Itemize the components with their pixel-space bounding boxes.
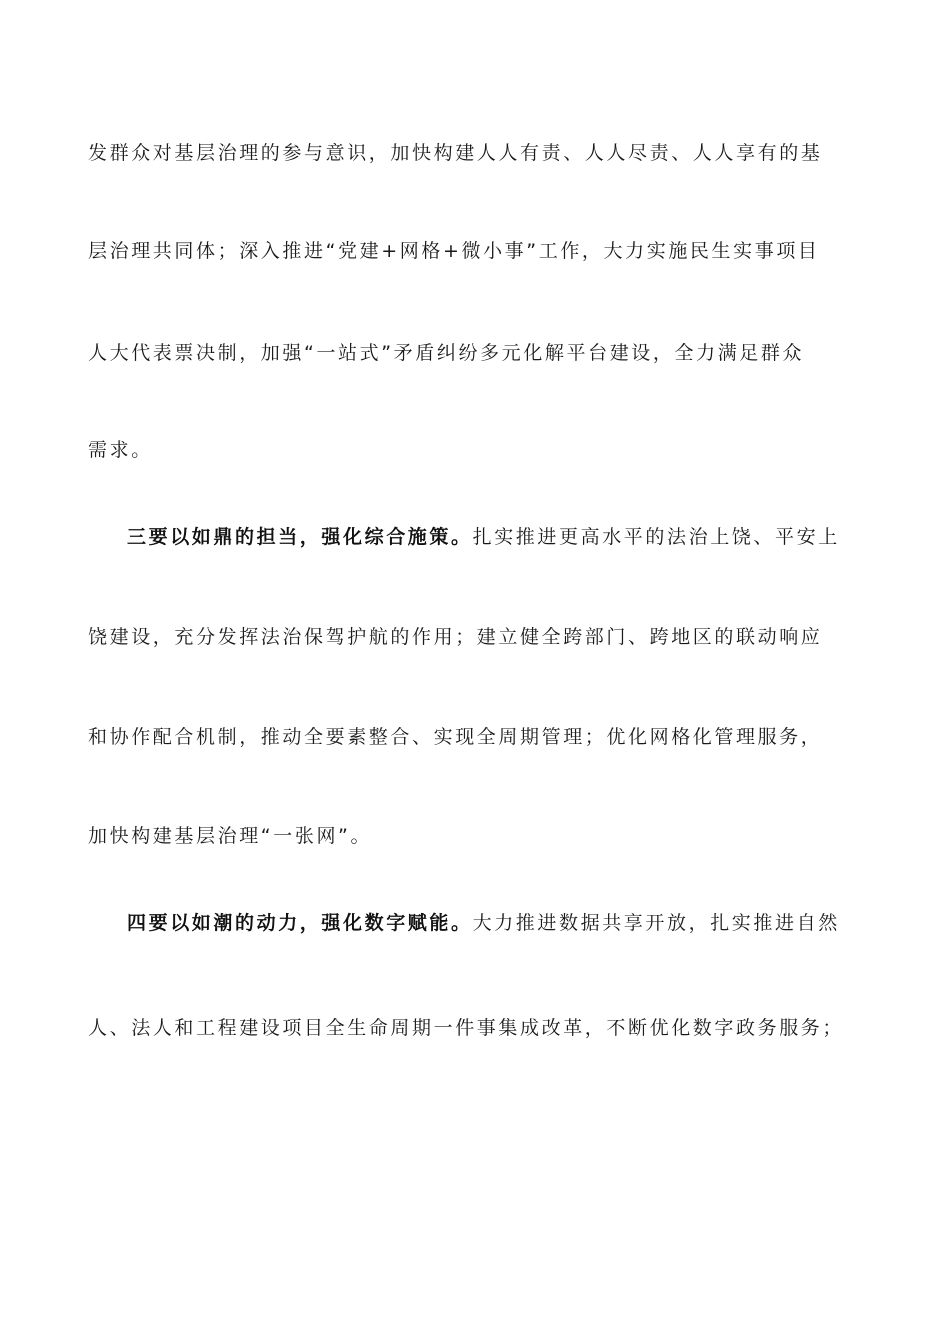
paragraph-2-heading: 三要以如鼎的担当，强化综合施策。 [127, 526, 473, 548]
paragraph-2-line-1 [127, 522, 867, 552]
paragraph-3-line-1-text: 大力推进数据共享开放，扎实推进自然 [472, 912, 840, 934]
paragraph-2-line-4: 加快构建基层治理“一张网”。 [88, 825, 373, 847]
paragraph-2-line-2: 饶建设，充分发挥法治保驾护航的作用；建立健全跨部门、跨地区的联动响应 [88, 626, 823, 648]
paragraph-2-line-1-text: 扎实推进更高水平的法治上饶、平安上 [472, 526, 840, 548]
paragraph-2-line-3: 和协作配合机制，推动全要素整合、实现全周期管理；优化网格化管理服务， [88, 726, 823, 748]
paragraph-3-line-2: 人、法人和工程建设项目全生命周期一件事集成改革，不断优化数字政务服务； [88, 1017, 845, 1039]
paragraph-1-line-4: 需求。 [88, 439, 153, 461]
paragraph-1-line-3: 人大代表票决制，加强“一站式”矛盾纠纷多元化解平台建设，全力满足群众 [88, 342, 805, 364]
paragraph-1-line-1: 发群众对基层治理的参与意识，加快构建人人有责、人人尽责、人人享有的基 [88, 142, 823, 164]
paragraph-1-line-2: 层治理共同体；深入推进“党建+网格+微小事”工作，大力实施民生实事项目 [88, 240, 820, 262]
paragraph-3-line-1 [127, 908, 867, 938]
paragraph-3-heading: 四要以如潮的动力，强化数字赋能。 [127, 912, 473, 934]
